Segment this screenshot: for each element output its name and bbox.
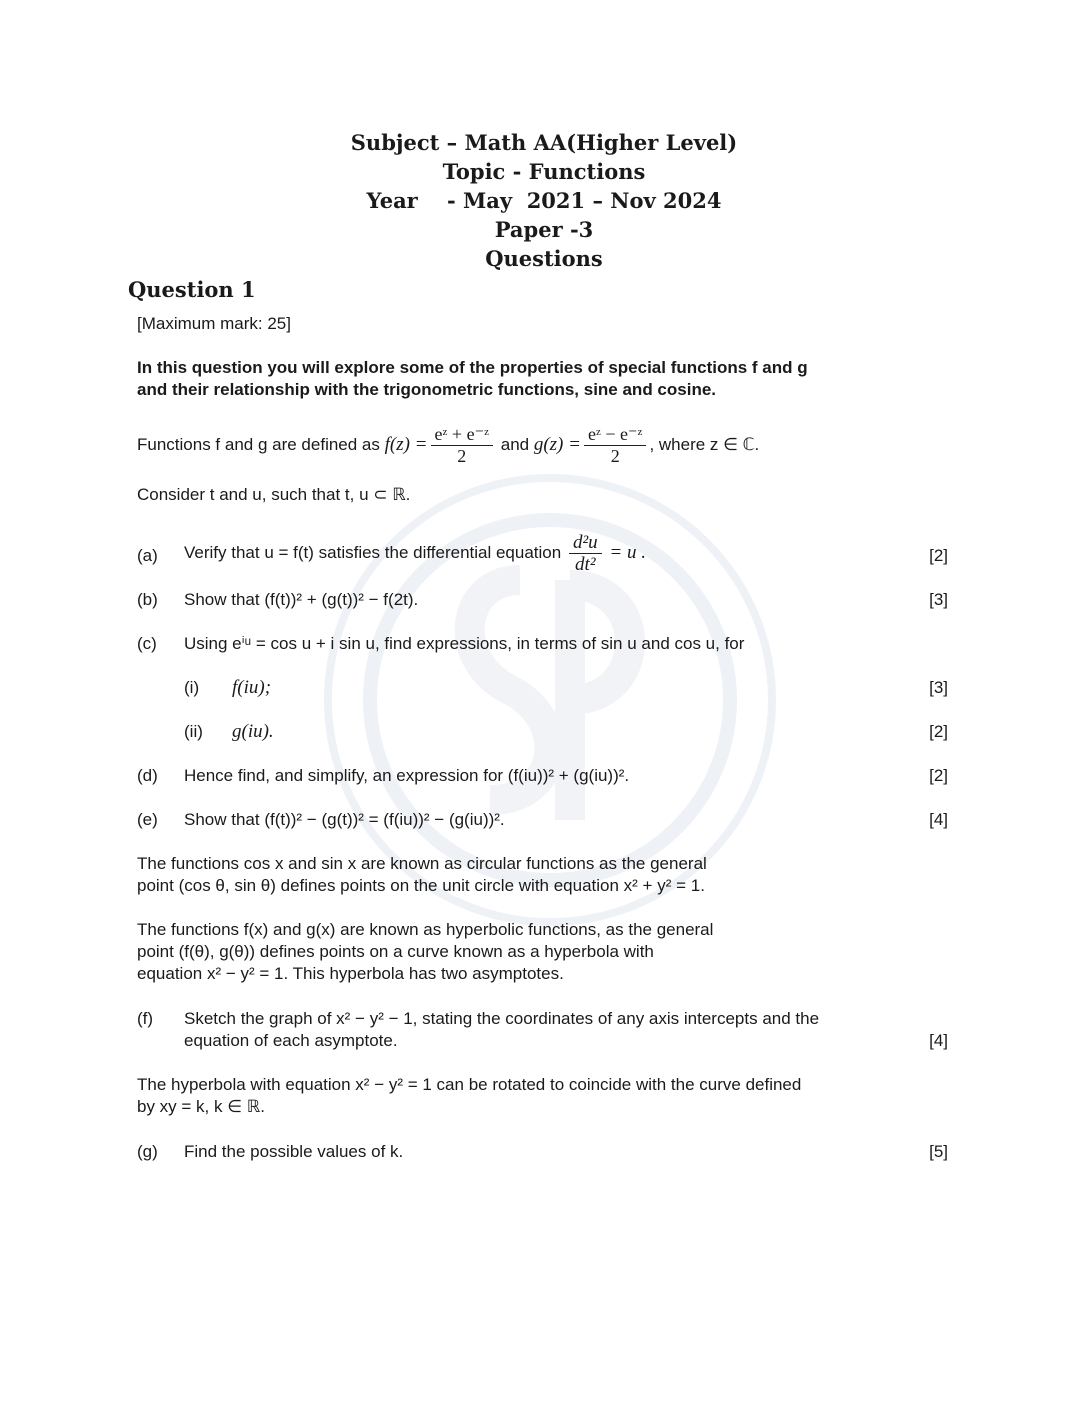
part-f-mark: [4] (929, 1031, 948, 1050)
subject-heading: Subject – Math AA(Higher Level) (350, 130, 738, 155)
part-g-mark: [5] (929, 1142, 948, 1161)
g-numerator: eᶻ − e⁻ᶻ (584, 424, 647, 446)
intro-line-2: and their relationship with the trigonometric functions, sine and cosine. (137, 380, 717, 399)
section-heading: Questions (485, 246, 603, 271)
part-d-label: (d) (137, 766, 158, 785)
year-heading: Year - May 2021 – Nov 2024 (366, 188, 722, 213)
part-f-label: (f) (137, 1009, 154, 1028)
rotation-line-1: The hyperbola with equation x² − y² = 1 can be rotated to coincide with the curve defined (137, 1075, 802, 1094)
part-a-mark: [2] (929, 546, 948, 565)
g-denominator: 2 (610, 446, 620, 466)
function-definitions (137, 424, 759, 467)
part-a-text (184, 532, 646, 575)
part-a-post: = u . (604, 541, 646, 563)
part-b-label: (b) (137, 590, 158, 609)
paper-heading: Paper -3 (494, 217, 594, 242)
part-ci-text: f(iu); (232, 677, 272, 698)
circular-line-1: The functions cos x and sin x are known as circular functions as the general (137, 854, 707, 873)
part-cii-text: g(iu). (232, 721, 274, 742)
part-c-text: Using eⁱᵘ = cos u + i sin u, find expressions, in terms of sin u and cos u, for (184, 634, 745, 653)
part-b-mark: [3] (929, 590, 948, 609)
topic-heading: Topic - Functions (442, 159, 646, 184)
g-lhs: g(z) = (533, 433, 581, 455)
part-ci-label: (i) (184, 678, 200, 697)
part-cii-label: (ii) (184, 722, 203, 741)
derivative-den: dt² (575, 554, 596, 575)
part-a-pre: Verify that u = f(t) satisfies the differential equation (184, 542, 566, 562)
f-denominator: 2 (457, 446, 467, 466)
intro-line-1: In this question you will explore some of the properties of special functions f and g (137, 358, 808, 377)
part-g-text: Find the possible values of k. (184, 1142, 404, 1161)
g-fraction (584, 424, 647, 467)
f-numerator: eᶻ + e⁻ᶻ (431, 424, 494, 446)
circular-line-2: point (cos θ, sin θ) defines points on the unit circle with equation x² + y² = 1. (137, 876, 705, 895)
hyperbolic-line-1: The functions f(x) and g(x) are known as hyperbolic functions, as the general (137, 920, 714, 939)
part-e-text: Show that (f(t))² − (g(t))² = (f(iu))² − (g(iu))². (184, 810, 505, 829)
max-mark: [Maximum mark: 25] (137, 314, 291, 333)
part-ci-mark: [3] (929, 678, 948, 697)
part-b-text: Show that (f(t))² + (g(t))² − f(2t). (184, 590, 419, 609)
hyperbolic-line-3: equation x² − y² = 1. This hyperbola has two asymptotes. (137, 964, 564, 983)
def-text: Functions f and g are defined as (137, 434, 385, 454)
derivative-fraction (569, 532, 602, 575)
def-and: and (496, 434, 534, 454)
part-e-label: (e) (137, 810, 158, 829)
f-fraction (431, 424, 494, 467)
def-post: , where z ∈ ℂ. (649, 434, 760, 454)
part-d-text: Hence find, and simplify, an expression for (f(iu))² + (g(iu))². (184, 766, 630, 785)
hyperbolic-line-2: point (f(θ), g(θ)) defines points on a curve known as a hyperbola with (137, 942, 654, 961)
consider-line: Consider t and u, such that t, u ⊂ ℝ. (137, 485, 411, 504)
question-title: Question 1 (128, 277, 256, 302)
f-lhs: f(z) = (384, 433, 428, 455)
part-cii-mark: [2] (929, 722, 948, 741)
part-f-text-2: equation of each asymptote. (184, 1031, 398, 1050)
part-f-text-1: Sketch the graph of x² − y² − 1, stating the coordinates of any axis intercepts and the (184, 1009, 820, 1028)
part-c-label: (c) (137, 634, 157, 653)
part-g-label: (g) (137, 1142, 158, 1161)
part-d-mark: [2] (929, 766, 948, 785)
rotation-line-2: by xy = k, k ∈ ℝ. (137, 1097, 265, 1116)
part-e-mark: [4] (929, 810, 948, 829)
part-a-label: (a) (137, 546, 158, 565)
derivative-num: d²u (569, 532, 602, 554)
